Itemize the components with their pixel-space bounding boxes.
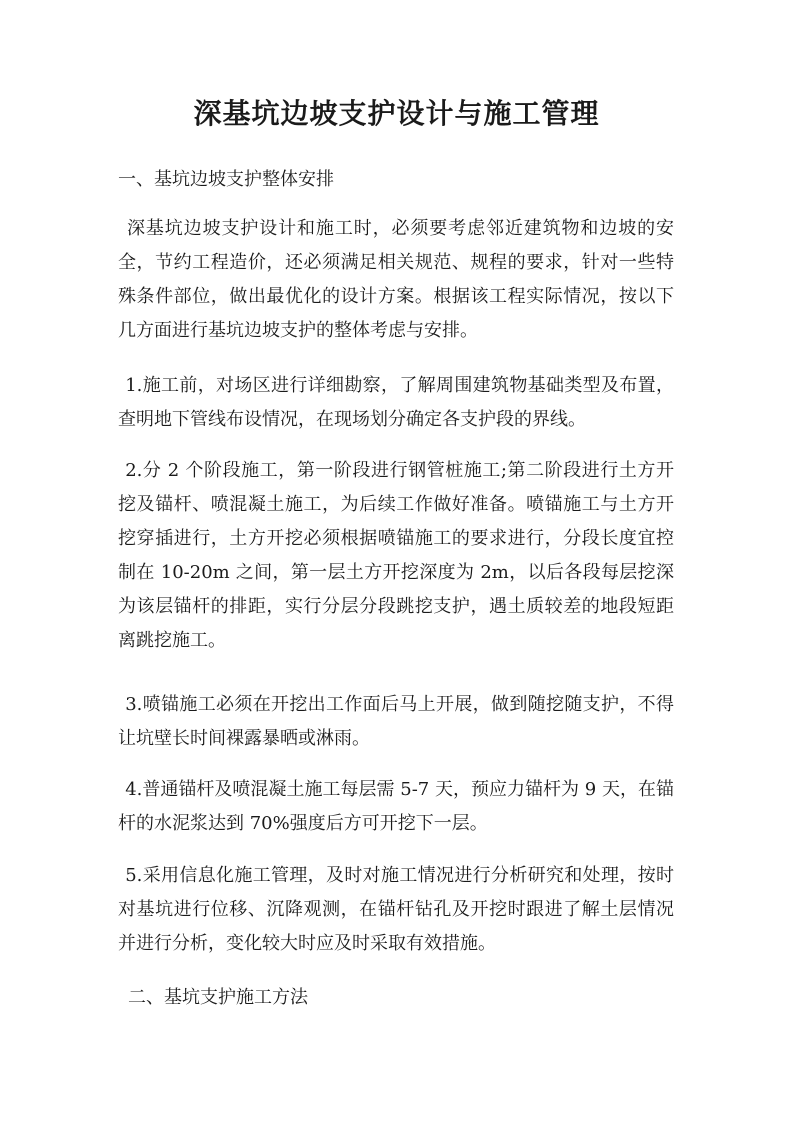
list-item-2: 2.分 2 个阶段施工，第一阶段进行钢管桩施工;第二阶段进行土方开挖及锚杆、喷混凝土施工，为后续工作做好准备。喷锚施工与土方开挖穿插进行，土方开挖必须根据喷锚施工的要求进行，分段长度宜控制在 10-20m 之间，第一层土方开挖深度为 2m，以后各段每层挖深为该层锚杆的排距，实行分层分段跳挖支护，遇土质较差的地段短距离跳挖施工。 — [118, 460, 674, 651]
section-heading-1: 一、基坑边坡支护整体安排 — [118, 169, 334, 190]
list-item-5: 5.采用信息化施工管理，及时对施工情况进行分析研究和处理，按时对基坑进行位移、沉降观测，在锚杆钻孔及开挖时跟进了解土层情况并进行分析，变化较大时应及时采取有效措施。 — [118, 865, 674, 954]
section-heading-2: 二、基坑支护施工方法 — [128, 987, 308, 1008]
list-item-1: 1.施工前，对场区进行详细勘察，了解周围建筑物基础类型及布置，查明地下管线布设情况，在现场划分确定各支护段的界线。 — [118, 375, 674, 430]
intro-paragraph: 深基坑边坡支护设计和施工时，必须要考虑邻近建筑物和边坡的安全，节约工程造价，还必须满足相关规范、规程的要求，针对一些特殊条件部位，做出最优化的设计方案。根据该工程实际情况，按以下几方面进行基坑边坡支护的整体考虑与安排。 — [118, 218, 674, 341]
list-item-3: 3.喷锚施工必须在开挖出工作面后马上开展，做到随挖随支护，不得让坑壁长时间裸露暴晒或淋雨。 — [118, 694, 674, 749]
document-title: 深基坑边坡支护设计与施工管理 — [193, 97, 600, 130]
list-item-4: 4.普通锚杆及喷混凝土施工每层需 5-7 天，预应力锚杆为 9 天，在锚杆的水泥浆达到 70%强度后方可开挖下一层。 — [118, 779, 674, 834]
